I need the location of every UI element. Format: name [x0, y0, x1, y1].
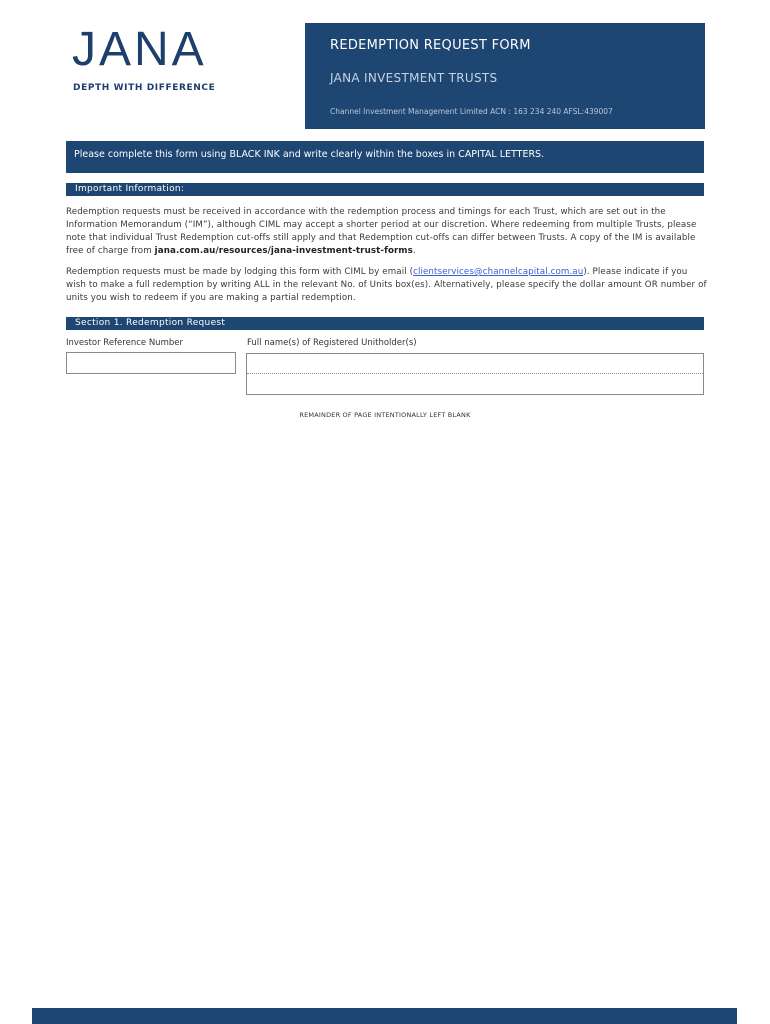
forms-url: jana.com.au/resources/jana-investment-trust-forms: [154, 246, 413, 256]
investor-reference-label: Investor Reference Number: [66, 338, 183, 348]
logo-wordmark: JANA: [72, 23, 207, 76]
para1-end: .: [412, 246, 416, 256]
form-header: [305, 23, 705, 129]
important-info-paragraph-2: [66, 266, 708, 305]
full-name-input[interactable]: [246, 353, 704, 395]
investor-reference-input[interactable]: [66, 352, 236, 374]
para2-end: ). Please indicate if you wish to make a full redemption by writing ALL in the relevant No. of Units box(es). Alternatively, please specify the dollar amount OR number of units you wish to redeem if you are making a partial redemption.: [66, 267, 707, 303]
para2-start: Redemption requests must be made by lodging this form with CIML by email (: [66, 267, 414, 277]
important-info-heading: Important Information:: [75, 184, 185, 194]
form-title: REDEMPTION REQUEST FORM: [330, 38, 531, 53]
ink-notice-banner: [66, 141, 704, 173]
remainder-blank-note: REMAINDER OF PAGE INTENTIONALLY LEFT BLANK: [299, 411, 471, 419]
jana-logo: [72, 23, 232, 96]
ink-notice-text: Please complete this form using BLACK INK and write clearly within the boxes in CAPITAL LETTERS.: [74, 149, 545, 160]
company-acn: Channel Investment Management Limited ACN : 163 234 240 AFSL:439007: [330, 107, 613, 116]
section-1-heading: Section 1. Redemption Request: [75, 318, 226, 328]
full-name-divider: [247, 373, 703, 374]
important-info-heading-bar: [66, 183, 704, 196]
logo-tagline: DEPTH WITH DIFFERENCE: [73, 83, 216, 93]
full-name-label: Full name(s) of Registered Unitholder(s): [247, 338, 417, 348]
form-subtitle: JANA INVESTMENT TRUSTS: [330, 71, 498, 85]
client-services-email-link[interactable]: clientservices@channelcapital.com.au: [413, 267, 584, 277]
important-info-paragraph-1: [66, 206, 708, 258]
section-1-heading-bar: [66, 317, 704, 330]
footer-bar: [32, 1008, 737, 1024]
para1-text: Redemption requests must be received in accordance with the redemption process and timings for each Trust, which are set out in the Information Memorandum (“IM”), although CIML may accept a shorter period at our discretion. Where redeeming from multiple Trusts, please note that individual Trust Redemption cut-offs still apply and that Redemption cut-offs can differ between Trusts. A copy of the IM is available free of charge from: [66, 207, 697, 256]
